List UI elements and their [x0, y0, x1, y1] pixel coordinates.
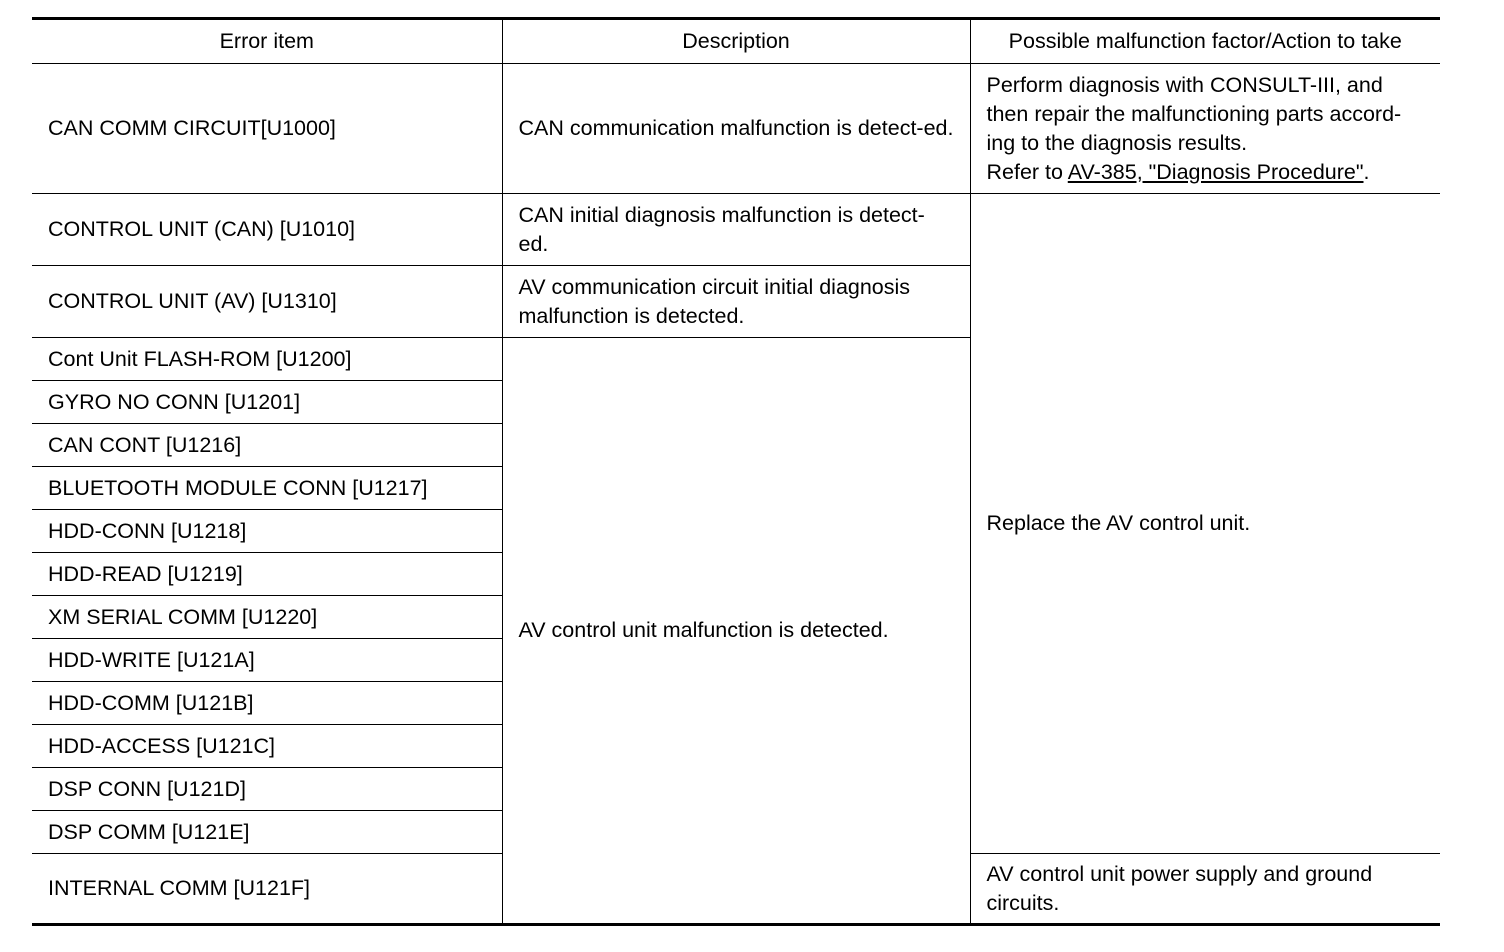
description-cell: CAN communication malfunction is detect-ed.: [502, 64, 970, 194]
power-supply-action-cell: AV control unit power supply and ground circuits.: [970, 854, 1440, 925]
reference-prefix: Refer to: [986, 159, 1068, 184]
action-cell: [970, 64, 1440, 194]
error-item-cell: DSP CONN [U121D]: [32, 768, 502, 811]
error-item-cell: BLUETOOTH MODULE CONN [U1217]: [32, 467, 502, 510]
table-header-row: [32, 19, 1440, 64]
description-cell: AV communication circuit initial diagnosis malfunction is detected.: [502, 266, 970, 338]
action-line: Perform diagnosis with CONSULT-III, and: [986, 72, 1383, 97]
error-item-cell: CAN CONT [U1216]: [32, 424, 502, 467]
error-item-cell: XM SERIAL COMM [U1220]: [32, 596, 502, 639]
description-cell: CAN initial diagnosis malfunction is detect-ed.: [502, 194, 970, 266]
error-item-cell: HDD-WRITE [U121A]: [32, 639, 502, 682]
error-item-cell: CONTROL UNIT (CAN) [U1010]: [32, 194, 502, 266]
error-item-cell: DSP COMM [U121E]: [32, 811, 502, 854]
error-item-table: [32, 17, 1440, 926]
header-action: Possible malfunction factor/Action to take: [970, 19, 1440, 64]
reference-suffix: .: [1363, 159, 1370, 184]
error-item-cell: GYRO NO CONN [U1201]: [32, 381, 502, 424]
error-item-cell: HDD-ACCESS [U121C]: [32, 725, 502, 768]
error-item-cell: HDD-READ [U1219]: [32, 553, 502, 596]
action-line: then repair the malfunctioning parts accord-: [986, 101, 1402, 126]
table-row: [32, 194, 1440, 266]
table-row: [32, 64, 1440, 194]
action-line: ing to the diagnosis results.: [986, 130, 1248, 155]
header-error-item: Error item: [32, 19, 502, 64]
diagnosis-procedure-link[interactable]: AV-385, "Diagnosis Procedure": [1067, 159, 1364, 184]
replace-action-cell: Replace the AV control unit.: [970, 194, 1440, 854]
error-item-cell: HDD-COMM [U121B]: [32, 682, 502, 725]
action-reference: [987, 158, 1425, 187]
error-item-cell: INTERNAL COMM [U121F]: [32, 854, 502, 925]
error-item-cell: CONTROL UNIT (AV) [U1310]: [32, 266, 502, 338]
error-item-cell: Cont Unit FLASH-ROM [U1200]: [32, 338, 502, 381]
error-item-cell: CAN COMM CIRCUIT[U1000]: [32, 64, 502, 194]
header-description: Description: [502, 19, 970, 64]
error-item-cell: HDD-CONN [U1218]: [32, 510, 502, 553]
av-unit-description-cell: AV control unit malfunction is detected.: [502, 338, 970, 925]
